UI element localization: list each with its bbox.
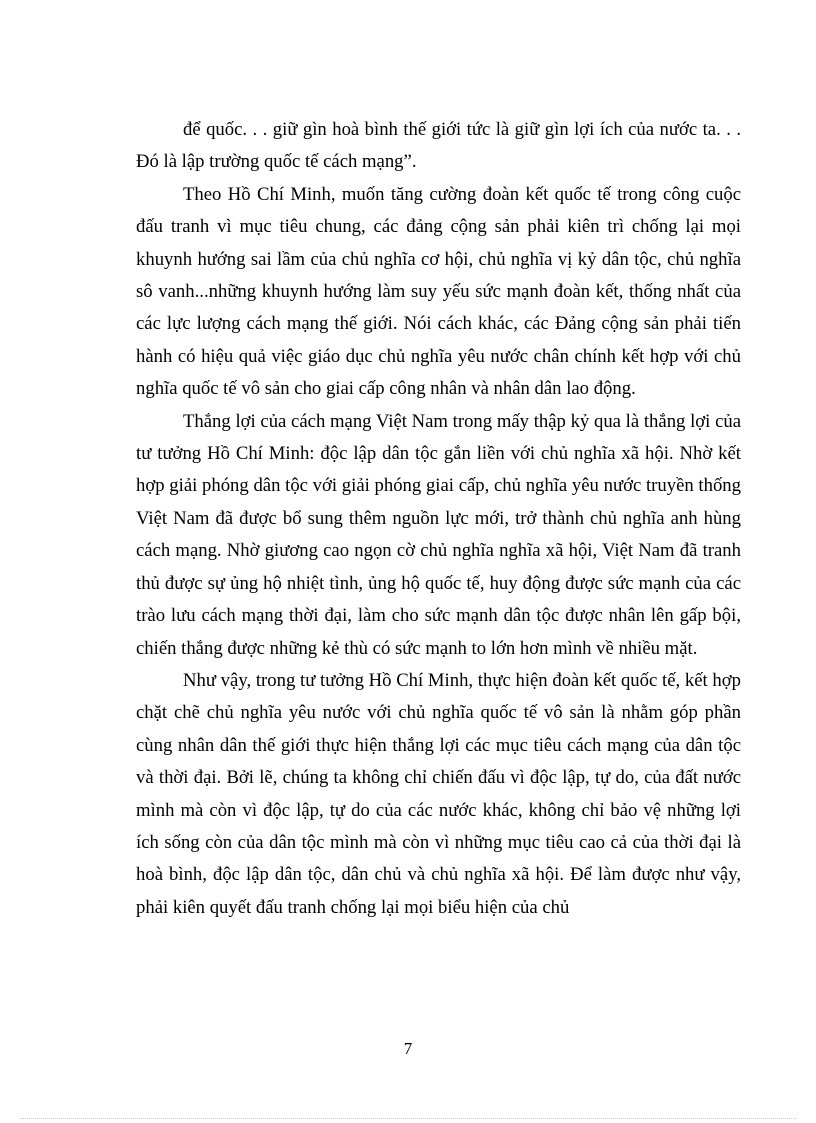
page-bottom-divider <box>20 1118 796 1119</box>
paragraph-3: Thắng lợi của cách mạng Việt Nam trong mấy thập kỷ qua là thắng lợi của tư tưởng Hồ Chí Minh: độc lập dân tộc gắn liền với chủ nghĩa xã hội. Nhờ kết hợp giải phóng dân tộc với giải phóng giai cấp, chủ nghĩa yêu nước truyền thống Việt Nam đã được bổ sung thêm nguồn lực mới, trở thành chủ nghĩa anh hùng cách mạng. Nhờ giương cao ngọn cờ chủ nghĩa nghĩa xã hội, Việt Nam đã tranh thủ được sự ủng hộ nhiệt tình, ủng hộ quốc tế, huy động được sức mạnh của các trào lưu cách mạng thời đại, làm cho sức mạnh dân tộc được nhân lên gấp bội, chiến thắng được những kẻ thù có sức mạnh to lớn hơn mình về nhiều mặt. <box>136 410 741 659</box>
body-text <box>136 114 741 924</box>
paragraph-1: để quốc. . . giữ gìn hoà bình thế giới tức là giữ gìn lợi ích của nước ta. . . Đó là lập trường quốc tế cách mạng”. <box>136 119 741 173</box>
page-number: 7 <box>403 1039 413 1058</box>
paragraph-2: Theo Hồ Chí Minh, muốn tăng cường đoàn kết quốc tế trong công cuộc đấu tranh vì mục tiêu chung, các đảng cộng sản phải kiên trì chống lại mọi khuynh hướng sai lầm của chủ nghĩa cơ hội, chủ nghĩa vị kỷ dân tộc, chủ nghĩa sô vanh...những khuynh hướng làm suy yếu sức mạnh đoàn kết, thống nhất của các lực lượng cách mạng thế giới. Nói cách khác, các Đảng cộng sản phải tiến hành có hiệu quả việc giáo dục chủ nghĩa yêu nước chân chính kết hợp với chủ nghĩa quốc tế vô sản cho giai cấp công nhân và nhân dân lao động. <box>136 183 741 400</box>
paragraph-4: Như vậy, trong tư tưởng Hồ Chí Minh, thực hiện đoàn kết quốc tế, kết hợp chặt chẽ chủ nghĩa yêu nước với chủ nghĩa quốc tế vô sản là nhằm góp phần cùng nhân dân thế giới thực hiện thắng lợi các mục tiêu cách mạng của dân tộc và thời đại. Bởi lẽ, chúng ta không chỉ chiến đấu vì độc lập, tự do, của đất nước mình mà còn vì độc lập, tự do của các nước khác, không chỉ bảo vệ những lợi ích sống còn của dân tộc mình mà còn vì những mục tiêu cao cả của thời đại là hoà bình, độc lập dân tộc, dân chủ và chủ nghĩa xã hội. Để làm được như vậy, phải kiên quyết đấu tranh chống lại mọi biểu hiện của chủ <box>136 669 741 918</box>
